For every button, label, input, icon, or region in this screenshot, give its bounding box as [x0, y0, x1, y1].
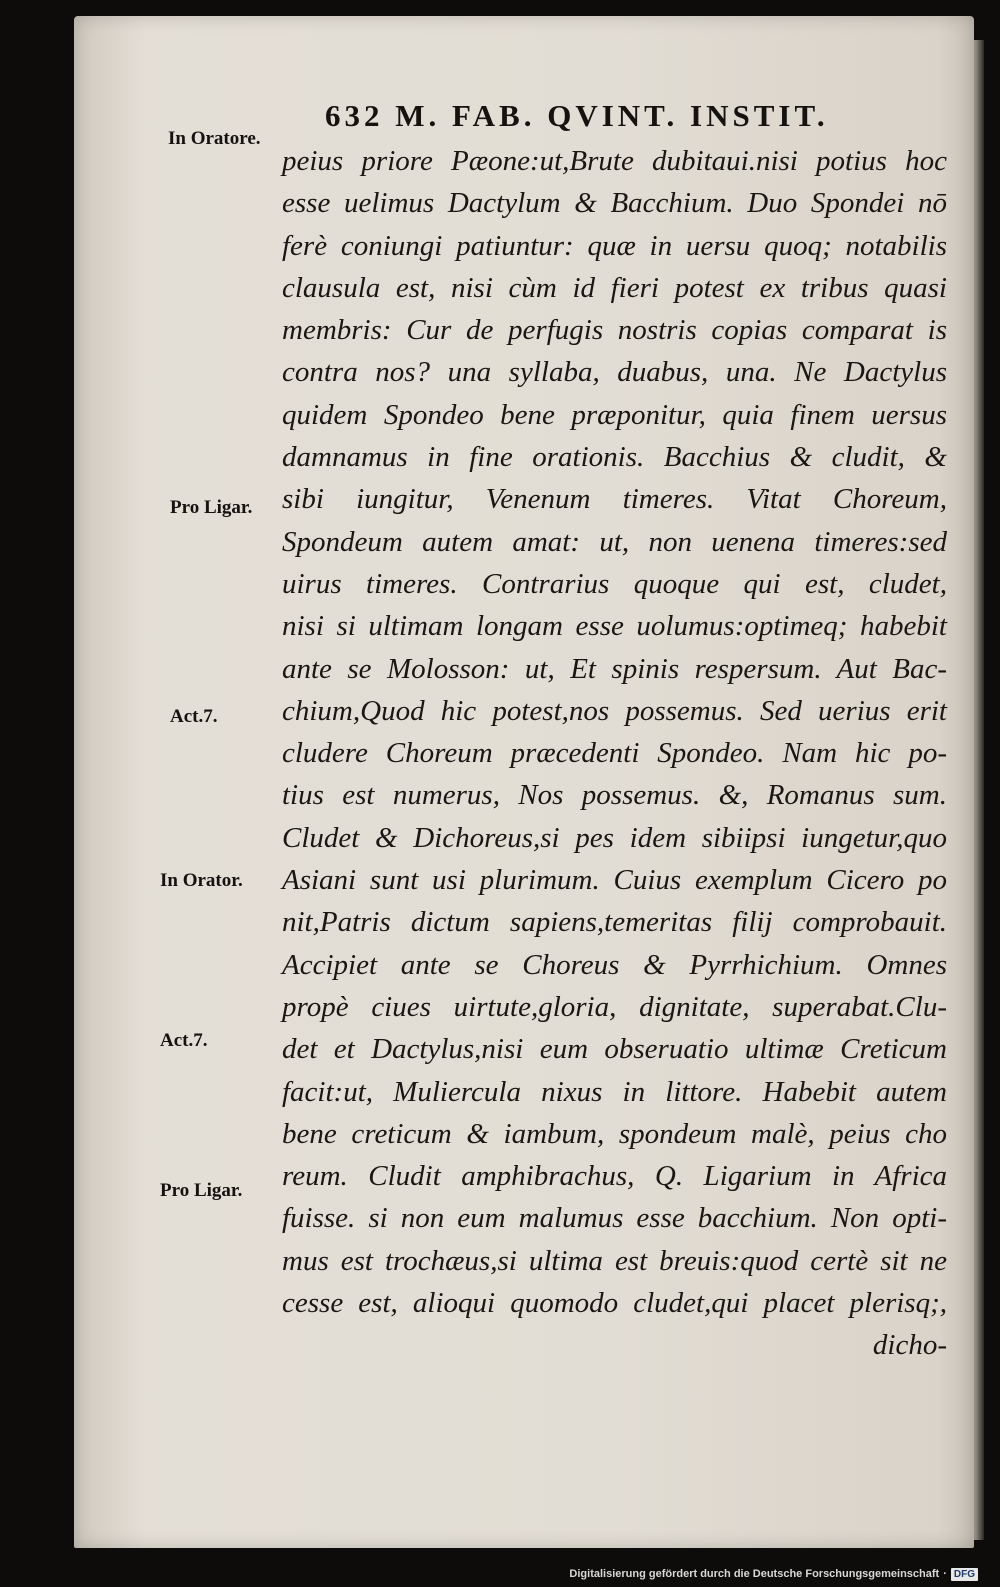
text-line: propè ciues uirtute,gloria, dignitate, superabat.Clu-: [282, 990, 947, 1023]
text-line: nit,Patris dictum sapiens,temeritas filij comprobauit.: [282, 906, 947, 939]
text-line: uirus timeres. Contrarius quoque qui est, cludet,: [282, 567, 947, 600]
margin-note: In Orator.: [160, 870, 243, 891]
margin-note: Act.7.: [170, 706, 218, 727]
text-line: Cludet & Dichoreus,si pes idem sibiipsi iungetur,quo: [282, 821, 947, 854]
text-line: damnamus in fine orationis. Bacchius & cludit, &: [282, 441, 947, 474]
separator: ·: [943, 1568, 947, 1580]
text-line: Asiani sunt usi plurimum. Cuius exemplum Cicero po: [282, 864, 947, 897]
text-line: Spondeum autem amat: ut, non uenena timeres:sed: [282, 525, 947, 558]
text-line: peius priore Pæone:ut,Brute dubitaui.nisi potius hoc: [282, 145, 947, 177]
margin-note: Pro Ligar.: [160, 1180, 243, 1201]
text-line: Accipiet ante se Choreus & Pyrrhichium. Omnes: [282, 948, 947, 981]
credit-text: Digitalisierung gefördert durch die Deutsche Forschungsgemeinschaft: [569, 1568, 940, 1580]
text-line: chium,Quod hic potest,nos possemus. Sed uerius erit: [282, 694, 947, 727]
margin-note: Pro Ligar.: [170, 497, 253, 518]
text-line: mus est trochæus,si ultima est breuis:quod certè sit ne: [282, 1244, 947, 1277]
text-line: membris: Cur de perfugis nostris copias comparat is: [282, 314, 947, 347]
text-line: tius est numerus, Nos possemus. &, Romanus sum.: [282, 779, 947, 812]
text-line: bene creticum & iambum, spondeum malè, peius cho: [282, 1117, 947, 1150]
text-line: det et Dactylus,nisi eum obseruatio ultimæ Creticum: [282, 1033, 947, 1066]
margin-note: In Oratore.: [168, 128, 261, 149]
dfg-logo: DFG: [951, 1568, 978, 1581]
text-line: cludere Choreum præcedenti Spondeo. Nam hic po-: [282, 737, 947, 770]
text-line: cesse est, alioqui quomodo cludet,qui placet plerisq;,: [282, 1287, 947, 1320]
text-line: sibi iungitur, Venenum timeres. Vitat Choreum,: [282, 483, 947, 516]
text-line: fuisse. si non eum malumus esse bacchium. Non opti-: [282, 1202, 947, 1235]
text-line: quidem Spondeo bene præponitur, quia finem uersus: [282, 398, 947, 431]
running-header: 632 M. FAB. QVINT. INSTIT.: [325, 98, 829, 133]
text-line: contra nos? una syllaba, duabus, una. Ne Dactylus: [282, 356, 947, 389]
catchword: dicho-: [872, 1329, 947, 1362]
margin-note: Act.7.: [160, 1030, 208, 1051]
text-line: esse uelimus Dactylum & Bacchium. Duo Spondei nō: [282, 187, 947, 220]
text-line: ferè coniungi patiuntur: quæ in uersu quoq; notabilis: [282, 229, 947, 262]
text-line: nisi si ultimam longam esse uolumus:optimeq; habebit: [282, 610, 947, 643]
text-line: facit:ut, Muliercula nixus in littore. Habebit autem: [282, 1075, 947, 1108]
digitization-credit: [569, 1566, 978, 1582]
text-line: reum. Cludit amphibrachus, Q. Ligarium in Africa: [282, 1160, 947, 1193]
text-line: clausula est, nisi cùm id fieri potest ex tribus quasi: [282, 271, 947, 304]
text-line: ante se Molosson: ut, Et spinis respersum. Aut Bac-: [282, 652, 947, 685]
body-text: [282, 140, 947, 1367]
